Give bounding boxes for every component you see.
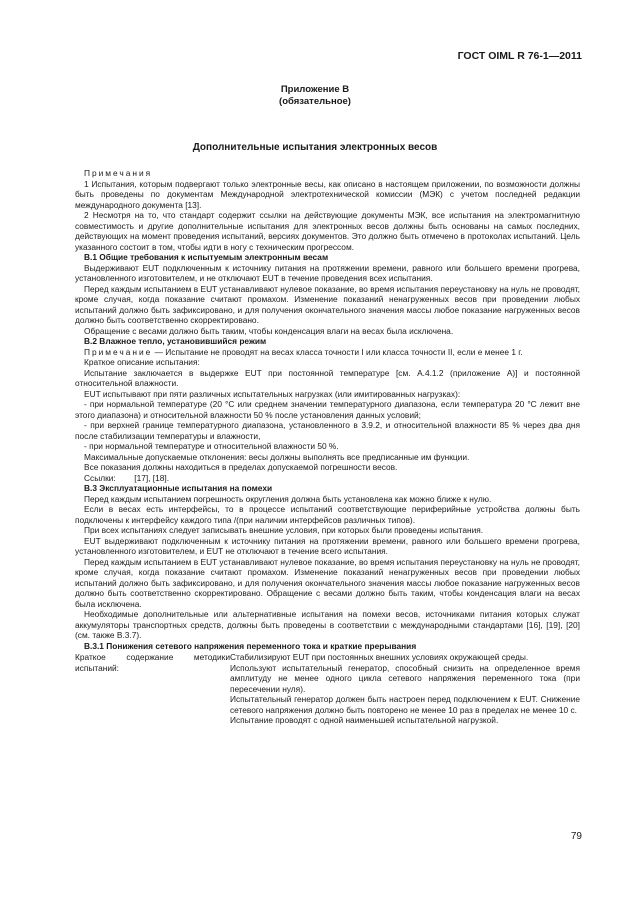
- b3-paragraph: Если в весах есть интерфейсы, то в процессе испытаний соответствующие периферийные устройства должны быть подключены к интерфейсу каждого типа /(при наличии интерфейсов различных типов).: [75, 504, 580, 525]
- standard-number: ГОСТ OIML R 76-1—2011: [457, 50, 582, 62]
- b2-heading: В.2 Влажное тепло, установившийся режим: [84, 336, 267, 346]
- method-step: Используют испытательный генератор, способный снизить на определенное время амплитуду не менее одного цикла сетевого напряжения переменного тока (при пересечении нуля).: [230, 662, 580, 694]
- annex-title: Приложение В: [280, 84, 350, 95]
- method-step: Испытательный генератор должен быть настроен перед подключением к EUT. Снижение сетевого напряжения должно быть повторено не менее 10 раз в пределах не менее 10 с.: [230, 694, 580, 715]
- b1-paragraph: Перед каждым испытанием в EUT устанавливают нулевое показание, во время испытания переустановку на нуль не проводят, кроме случая, когда показание считают промахом. Изменение показаний ненагруженных весов при проведении любых испытаний должно быть зафиксировано, и для получения окончательного значения массы любое показание нагруженных весов должно быть соответственно скорректировано.: [75, 283, 580, 325]
- b2-paragraph: - при нормальной температуре (20 °С или среднем значении температурного диапазона, если температура 20 °С лежит вне этого диапазона) и относительной влажности 50 % после установления данных условий;: [75, 399, 580, 420]
- method-step: Стабилизируют EUT при постоянных внешних условиях окружающей среды.: [230, 652, 529, 662]
- b2-paragraph: EUT испытывают при пяти различных испытательных нагрузках (или имитированных нагрузках):: [84, 388, 461, 399]
- b2-paragraph: - при нормальной температуре и относительной влажности 50 %.: [84, 441, 339, 451]
- refs-list: [17], [18].: [134, 472, 170, 483]
- b3-paragraph: Перед каждым испытанием в EUT устанавливают нулевое показание, во время испытания переустановку на нуль не проводят, кроме случая, когда показание считают промахом. Изменение показаний ненагруженных весов при проведении любых испытаний должно быть зафиксировано, и для получения окончательного значения массы любое показание нагруженных весов должно быть соответственно скорректировано. Обращение с весами должно быть таким, чтобы конденсация влаги на весах была исключена.: [75, 556, 580, 609]
- note-1: 1 Испытания, которым подвергают только электронные весы, как описано в настоящем приложении, по возможности должны быть проведены по документам Международной электротехнической комиссии (МЭК) с учетом последней редакции международного документа [13].: [75, 178, 580, 210]
- b2-paragraph: - при верхней границе температурного диапазона, установленного в 3.9.2, и относительной влажности 85 % через два дня после стабилизации температуры и влажности,: [75, 420, 580, 441]
- b1-heading: В.1 Общие требования к испытуемым электронным весам: [84, 252, 329, 262]
- b2-note: [75, 347, 580, 358]
- b1-paragraph: Обращение с весами должно быть таким, чтобы конденсация влаги на весах была исключена.: [84, 325, 454, 336]
- annex-status: (обязательное): [279, 96, 351, 107]
- b2-refs: [75, 473, 580, 484]
- b3-heading: В.3 Эксплуатационные испытания на помехи: [84, 483, 273, 493]
- method-label: Краткое содержание методики испытаний:: [75, 652, 230, 673]
- document-body: [75, 168, 580, 726]
- b2-note-text: — Испытание не проводят на весах класса точности I или класса точности II, если e менее 1 г.: [152, 346, 523, 357]
- section-title: Дополнительные испытания электронных весов: [192, 142, 438, 153]
- method-table: [75, 652, 580, 726]
- method-text: [230, 652, 580, 726]
- b3-paragraph: При всех испытаниях следует записывать внешние условия, при которых были проведены испытания.: [84, 525, 484, 535]
- b3-paragraph: Необходимые дополнительные или альтернативные испытания на помехи весов, источниками питания которых служат аккумуляторы транспортных средств, должны быть проведены в соответствии с международными стандартами [16], [19], [20] (см. также В.3.7).: [75, 609, 580, 640]
- page-number: 79: [570, 831, 582, 842]
- b2-paragraph: Максимальные допускаемые отклонения: весы должны выполнять все предписанные им функции.: [84, 451, 470, 462]
- b2-paragraph: Краткое описание испытания:: [84, 357, 200, 367]
- b3-paragraph: EUT выдерживают подключенным к источнику питания на протяжении времени, равного или большего времени прогрева, установленного изготовителем, и EUT не отключают в течение всего испытания.: [75, 535, 580, 556]
- notes-heading: Примечания: [84, 168, 153, 178]
- b2-paragraph: Все показания должны находиться в пределах допускаемой погрешности весов.: [84, 462, 398, 472]
- b3-paragraph: Перед каждым испытанием погрешность округления должна быть установлена как можно ближе к нулю.: [84, 493, 492, 504]
- refs-label: Ссылки:: [84, 472, 116, 483]
- b2-note-label: Примечание: [84, 346, 153, 357]
- b1-paragraph: Выдерживают EUT подключенным к источнику питания на протяжении времени, равного или большего времени прогрева, установленного изготовителем, и не отключают EUT в течение проведения всех испытания.: [75, 262, 580, 283]
- note-2: 2 Несмотря на то, что стандарт содержит ссылки на действующие документы МЭК, все испытания на электромагнитную совместимость и другие дополнительные испытания для электронных весов должны быть основаны на самых последних, действующих на момент проведения испытаний, версиях документов. Это должно быть отмечено в протоколах испытаний. Цель указанного состоит в том, чтобы идти в ногу с техническим прогрессом.: [75, 210, 580, 252]
- b2-paragraph: Испытание заключается в выдержке EUT при постоянной температуре [см. А.4.1.2 (приложение А)] и постоянной относительной влажности.: [75, 367, 580, 388]
- method-step: Испытание проводят с одной наименьшей испытательной нагрузкой.: [230, 715, 499, 725]
- b31-heading: В.3.1 Понижения сетевого напряжения переменного тока и краткие прерывания: [84, 640, 417, 651]
